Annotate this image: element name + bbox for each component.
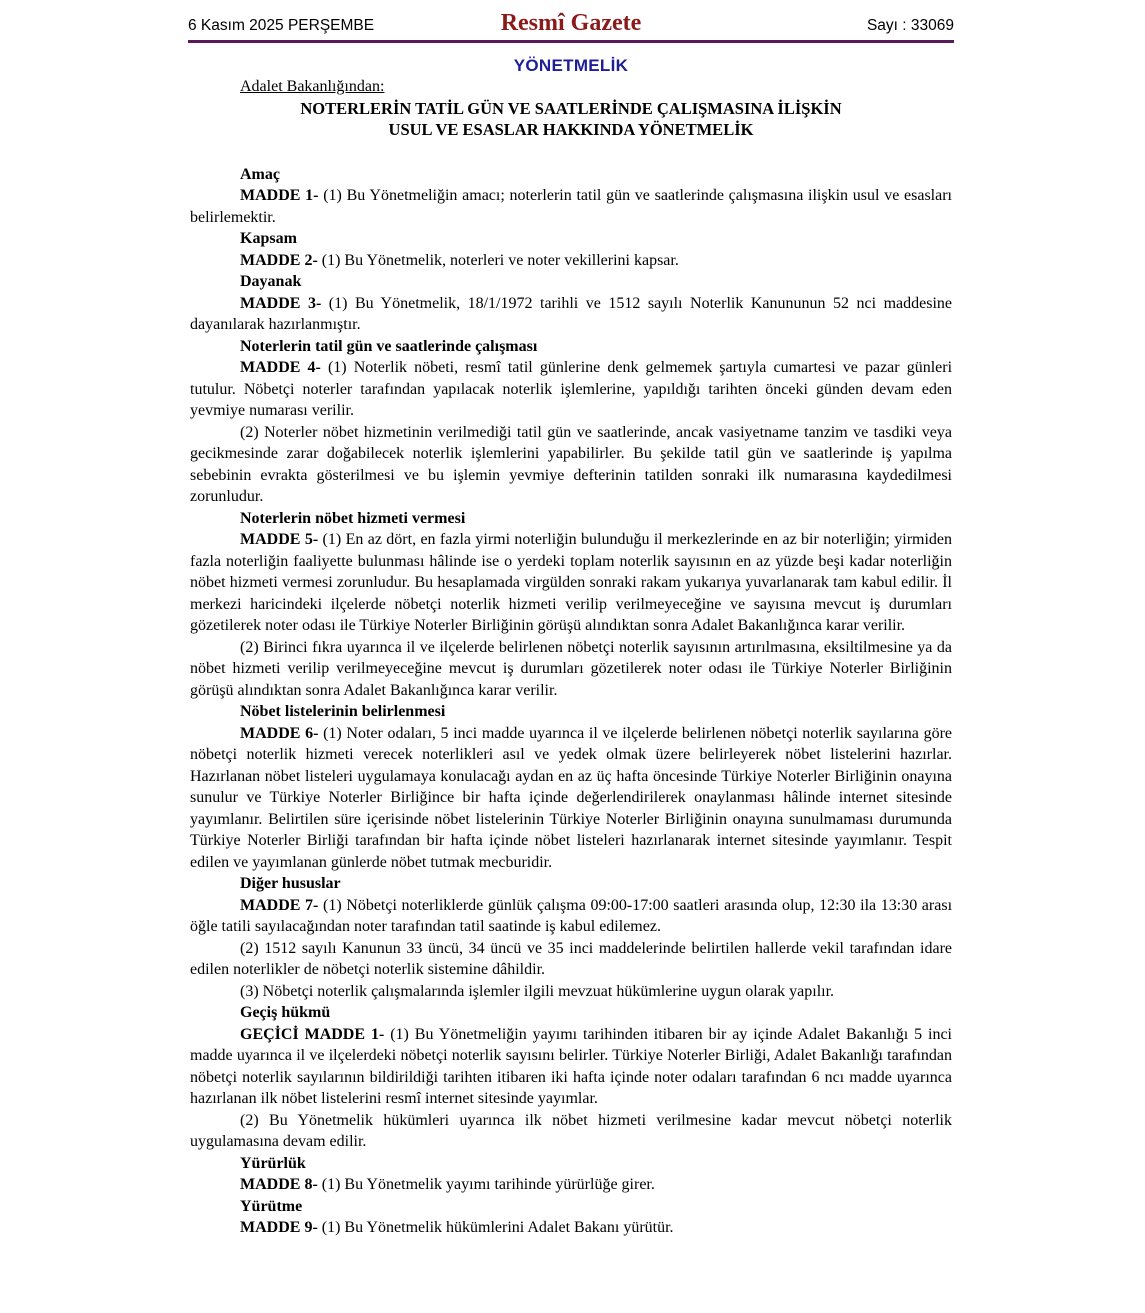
article-paragraph xyxy=(190,422,952,508)
issuer-text: Adalet Bakanlığından: xyxy=(240,78,385,95)
article-text: (2) Bu Yönetmelik hükümleri uyarınca ilk nöbet hizmeti verilmesine kadar mevcut nöbetçi noterlik uygulamasına devam edilir. xyxy=(190,1111,952,1150)
article-text: (1) Nöbetçi noterliklerde günlük çalışma 09:00-17:00 saatleri arasında olup, 12:30 ila 13:30 arası öğle tatili sayılacağından noter tarafından tatil saatinde iş kabul edilemez. xyxy=(190,896,953,935)
article-text: (1) Bu Yönetmelik hükümlerini Adalet Bakanı yürütür. xyxy=(317,1219,674,1236)
article-text: (2) Noterler nöbet hizmetinin verilmediği tatil gün ve saatlerinde, ancak vasiyetname tanzim ve tasdiki veya gecikmesinde zarar doğabilecek noterlik işlemlerini yapabilirler. Bu şekilde tatil gün ve saatlerinde iş yapılma sebebinin evrakta gösterilmesi ve bu işlemin yevmiye defterinin tatilden sonraki ilk numarasına kaydedilmesi zorunludur. xyxy=(190,423,952,505)
article-heading: Kapsam xyxy=(240,230,297,247)
article-paragraph xyxy=(190,1174,952,1196)
article-text: (3) Nöbetçi noterlik çalışmalarında işlemler ilgili mevzuat hükümlerine uygun olarak yapılır. xyxy=(240,982,835,1000)
article-paragraph xyxy=(190,1217,952,1239)
article-heading: Noterlerin tatil gün ve saatlerinde çalışması xyxy=(240,337,538,355)
article-heading: Dayanak xyxy=(240,273,302,290)
article-paragraph xyxy=(190,637,952,702)
article-paragraph xyxy=(190,357,952,422)
article-text: (1) Noter odaları, 5 inci madde uyarınca il ve ilçelerde belirlenen nöbetçi noterlik sayılarına göre nöbetçi noterlik hizmeti verecek noterlikleri asıl ve yedek olmak üzere belirleyerek nöbet listelerini hazırlar. Hazırlanan nöbet listeleri uygulamaya konulacağı aydan en az üç hafta öncesinde Türkiye Noterler Birliğinin onayına sunulur ve Türkiye Noterler Birliğince bir hafta içinde değerlendirilerek onaylanması hâlinde internet sitesinde yayımlanır. Belirtilen süre içerisinde nöbet listelerinin Türkiye Noterler Birliğinin onayına sunulmaması durumunda Türkiye Noterler Birliği tarafından bir hafta içinde nöbet listeleri hazırlanarak internet sitesinde yayımlanır. Tespit edilen ve yayımlanan günlerde nöbet tutmak mecburidir. xyxy=(190,724,952,871)
article-heading: Nöbet listelerinin belirlenmesi xyxy=(240,703,446,720)
article-text: (1) Bu Yönetmelik, noterleri ve noter vekillerini kapsar. xyxy=(317,251,679,269)
article-heading: Diğer hususlar xyxy=(240,875,341,892)
article-number: MADDE 4- xyxy=(240,359,321,376)
article-text: (1) Noterlik nöbeti, resmî tatil günlerine denk gelmemek şartıyla cumartesi ve pazar günleri tutulur. Nöbetçi noterler tarafından yapılacak noterlik işlemlerine, yapıldığı tarihten önceki günden devam eden yevmiye numarası verilir. xyxy=(190,359,953,419)
article-number: GEÇİCİ MADDE 1- xyxy=(240,1025,385,1043)
article-paragraph xyxy=(190,250,952,272)
article-number: MADDE 5- xyxy=(240,531,319,548)
article-number: MADDE 6- xyxy=(240,724,319,742)
article-heading: Yürürlük xyxy=(240,1154,306,1172)
article-number: MADDE 2- xyxy=(240,251,318,269)
regulation-title-line2: USUL VE ESASLAR HAKKINDA YÖNETMELİK xyxy=(388,120,754,139)
article-heading: Yürütme xyxy=(240,1197,303,1215)
article-text: (1) En az dört, en fazla yirmi noterliğin bulunduğu il merkezlerinde en az bir noterliğin; yirmiden fazla noterliğin faaliyette bulunması hâlinde ise o yerdeki toplam noterlik sayısının en az yüzde beşi kadar noterliğin nöbet hizmeti vermesi zorunludur. Bu hesaplamada virgülden sonraki rakam yukarıya yuvarlanarak tam kabul edilir. İl merkezi haricindeki ilçelerde nöbetçi noterlik hizmeti verilip verilmeyeceğine ve sayısına mevcut iş durumları gözetilerek noter odası ile Türkiye Noterler Birliğinin görüşü alındıktan sonra Adalet Bakanlığınca karar verilir. xyxy=(190,531,953,634)
header-rule-divider xyxy=(188,40,954,43)
article-paragraph xyxy=(190,895,952,938)
article-number: MADDE 1- xyxy=(240,187,319,204)
article-text: (2) 1512 sayılı Kanunun 33 üncü, 34 üncü ve 35 inci maddelerinde belirtilen hallerde vekil tarafından idare edilen noterlikler de nöbetçi noterlik sistemine dâhildir. xyxy=(190,939,952,978)
page-header xyxy=(188,0,954,76)
article-text: (1) Bu Yönetmeliğin amacı; noterlerin tatil gün ve saatlerinde çalışmasına ilişkin usul ve esasları belirlemektir. xyxy=(190,187,953,226)
article-paragraph xyxy=(190,185,952,228)
gazette-masthead: Resmî Gazete xyxy=(500,10,642,36)
article-paragraph xyxy=(190,529,952,637)
article-text: (2) Birinci fıkra uyarınca il ve ilçelerde belirlenen nöbetçi noterlik sayısının artırılmasına, eksiltilmesine ya da nöbet hizmeti verilip verilmeyeceğine mevcut iş durumları gözetilerek noter odası ile Türkiye Noterler Birliğinin görüşü alındıktan sonra Adalet Bakanlığınca karar verilir. xyxy=(190,638,952,699)
gazette-date: 6 Kasım 2025 PERŞEMBE xyxy=(188,17,375,34)
article-paragraph xyxy=(190,1024,952,1110)
issuer-line xyxy=(190,76,952,98)
article-paragraph xyxy=(190,981,952,1003)
article-number: MADDE 9- xyxy=(240,1219,318,1236)
article-number: MADDE 3- xyxy=(240,294,322,312)
article-paragraph xyxy=(190,938,952,981)
article-paragraph xyxy=(190,293,952,336)
article-text: (1) Bu Yönetmeliğin yayımı tarihinden itibaren bir ay içinde Adalet Bakanlığı 5 inci madde uyarınca il ve ilçelerdeki nöbetçi noterlik sayısını belirler. Türkiye Noterler Birliği, Adalet Bakanlığı tarafından nöbetçi noterlik sayılarının bildirildiği tarihten itibaren iki hafta içinde noter odaları tarafından 6 ncı madde uyarınca hazırlanan ilk nöbet listelerini resmî internet sitesinde yayımlar. xyxy=(190,1025,952,1107)
article-number: MADDE 7- xyxy=(240,896,319,914)
article-text: (1) Bu Yönetmelik yayımı tarihinde yürürlüğe girer. xyxy=(317,1176,655,1193)
document-body xyxy=(190,76,952,1239)
article-heading: Geçiş hükmü xyxy=(240,1004,331,1021)
article-paragraph xyxy=(190,1110,952,1153)
article-heading: Noterlerin nöbet hizmeti vermesi xyxy=(240,509,466,527)
section-label: YÖNETMELİK xyxy=(513,56,629,75)
regulation-title-line1: NOTERLERİN TATİL GÜN VE SAATLERİNDE ÇALIŞMASINA İLİŞKİN xyxy=(300,98,842,118)
title-body-spacer xyxy=(190,141,952,164)
gazette-issue-number: Sayı : 33069 xyxy=(866,17,954,34)
article-text: (1) Bu Yönetmelik, 18/1/1972 tarihli ve 1512 sayılı Noterlik Kanununun 52 nci maddesine dayanılarak hazırlanmıştır. xyxy=(190,294,952,333)
article-number: MADDE 8- xyxy=(240,1176,318,1193)
article-paragraph xyxy=(190,723,952,874)
article-heading: Amaç xyxy=(240,165,280,183)
